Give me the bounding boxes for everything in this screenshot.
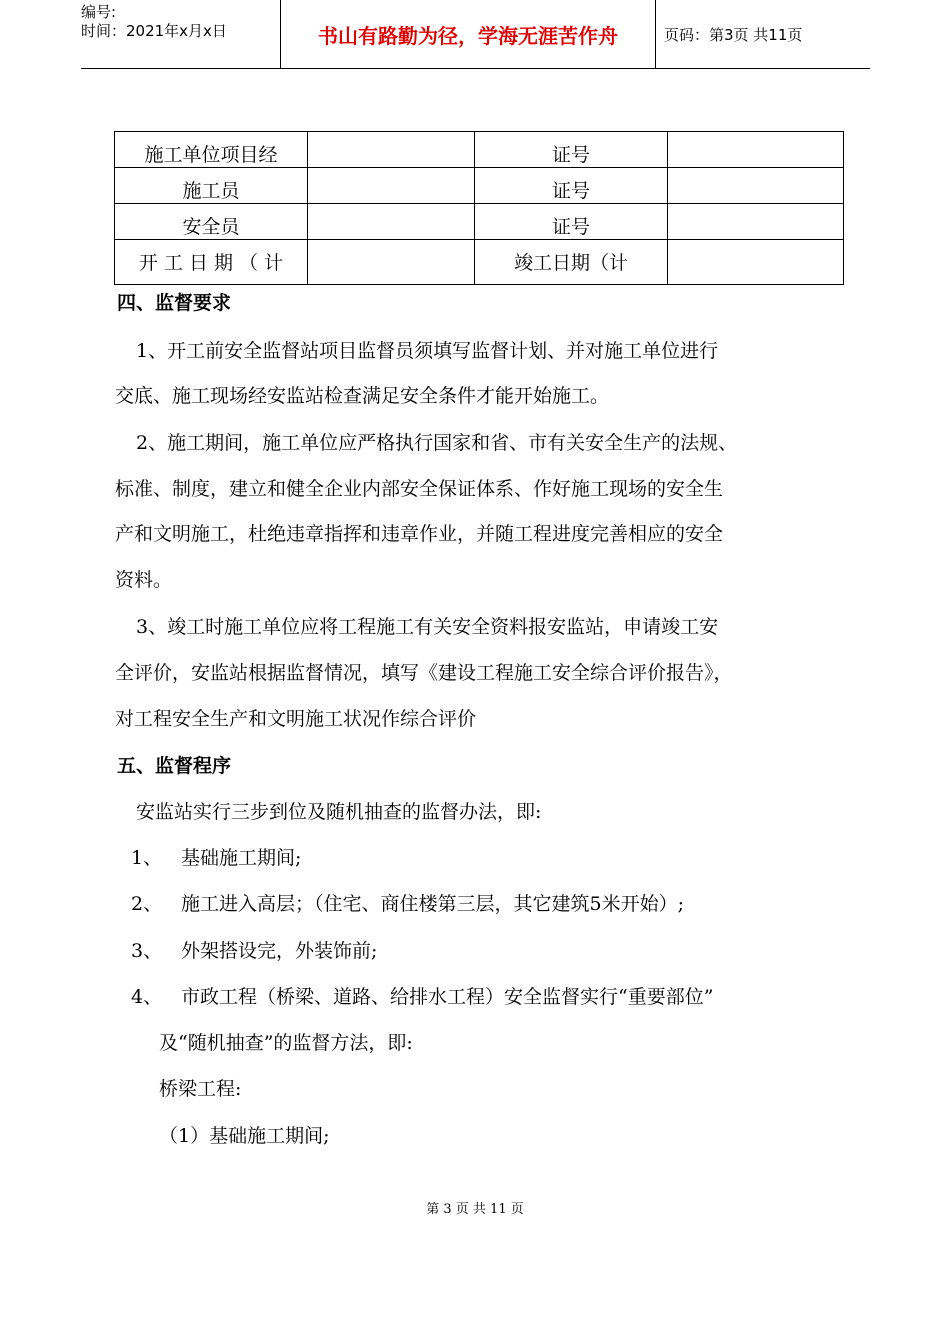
paragraph-line: 标准、制度，建立和健全企业内部安全保证体系、作好施工现场的安全生 <box>115 478 724 500</box>
list-continuation: 及“随机抽查”的监督方法，即: <box>159 1032 413 1054</box>
list-item-text: 施工进入高层；（住宅、商住楼第三层，其它建筑5米开始）; <box>181 893 684 915</box>
paragraph-line: 交底、施工现场经安监站检查满足安全条件才能开始施工。 <box>115 385 610 407</box>
paragraph-line: 对工程安全生产和文明施工状况作综合评价 <box>115 708 477 730</box>
header-page-info: 页码：第3页 共11页 <box>664 25 803 44</box>
list-item-number: 2、 <box>131 893 163 915</box>
cert-value <box>668 168 844 204</box>
section5-intro: 安监站实行三步到位及随机抽查的监督办法，即: <box>136 801 542 823</box>
section5-heading: 五、监督程序 <box>117 755 232 777</box>
bridge-label: 桥梁工程: <box>159 1078 242 1100</box>
cert-label: 证号 <box>475 132 668 168</box>
row-label: 安全员 <box>115 204 308 240</box>
row-label: 施工员 <box>115 168 308 204</box>
row-value <box>308 204 475 240</box>
list-item-number: 1、 <box>131 847 163 869</box>
number-label: 编号: <box>81 3 117 21</box>
cert-value <box>668 204 844 240</box>
table-row <box>115 240 844 285</box>
list-item-text: 外架搭设完，外装饰前; <box>181 940 378 962</box>
row-value <box>308 168 475 204</box>
cert-label: 证号 <box>475 204 668 240</box>
cert-value <box>668 132 844 168</box>
section4-heading: 四、监督要求 <box>117 292 232 314</box>
cert-label: 竣工日期（计 <box>475 240 668 285</box>
row-label: 施工单位项目经 <box>115 132 308 168</box>
paragraph-line: 全评价，安监站根据监督情况，填写《建设工程施工安全综合评价报告》， <box>115 662 733 684</box>
cert-value <box>668 240 844 285</box>
table-row <box>115 168 844 204</box>
page-header <box>81 0 870 69</box>
header-meta <box>81 0 281 68</box>
list-item-text: 市政工程（桥梁、道路、给排水工程）安全监督实行“重要部位” <box>181 986 714 1008</box>
header-motto: 书山有路勤为径，学海无涯苦作舟 <box>281 0 656 68</box>
list-item-number: 4、 <box>131 986 163 1008</box>
paragraph-line: 1、开工前安全监督站项目监督员须填写监督计划、并对施工单位进行 <box>136 340 719 362</box>
paragraph-line: 资料。 <box>115 569 173 591</box>
row-value <box>308 240 475 285</box>
personnel-table <box>114 131 844 285</box>
page-footer: 第 3 页 共 11 页 <box>426 1202 524 1217</box>
row-label: 开 工 日 期 （ 计 <box>115 240 308 285</box>
table-row <box>115 204 844 240</box>
paragraph-line: 2、施工期间，施工单位应严格执行国家和省、市有关安全生产的法规、 <box>136 432 738 454</box>
paragraph-line: 3、竣工时施工单位应将工程施工有关安全资料报安监站，申请竣工安 <box>136 616 719 638</box>
row-value <box>308 132 475 168</box>
list-item-number: 3、 <box>131 940 163 962</box>
paragraph-line: 产和文明施工，杜绝违章指挥和违章作业，并随工程进度完善相应的安全 <box>115 523 724 545</box>
sub-item: （1）基础施工期间; <box>159 1125 330 1147</box>
cert-label: 证号 <box>475 168 668 204</box>
list-item-text: 基础施工期间; <box>181 847 302 869</box>
table-row <box>115 132 844 168</box>
time-label: 时间：2021年x月x日 <box>81 22 227 40</box>
